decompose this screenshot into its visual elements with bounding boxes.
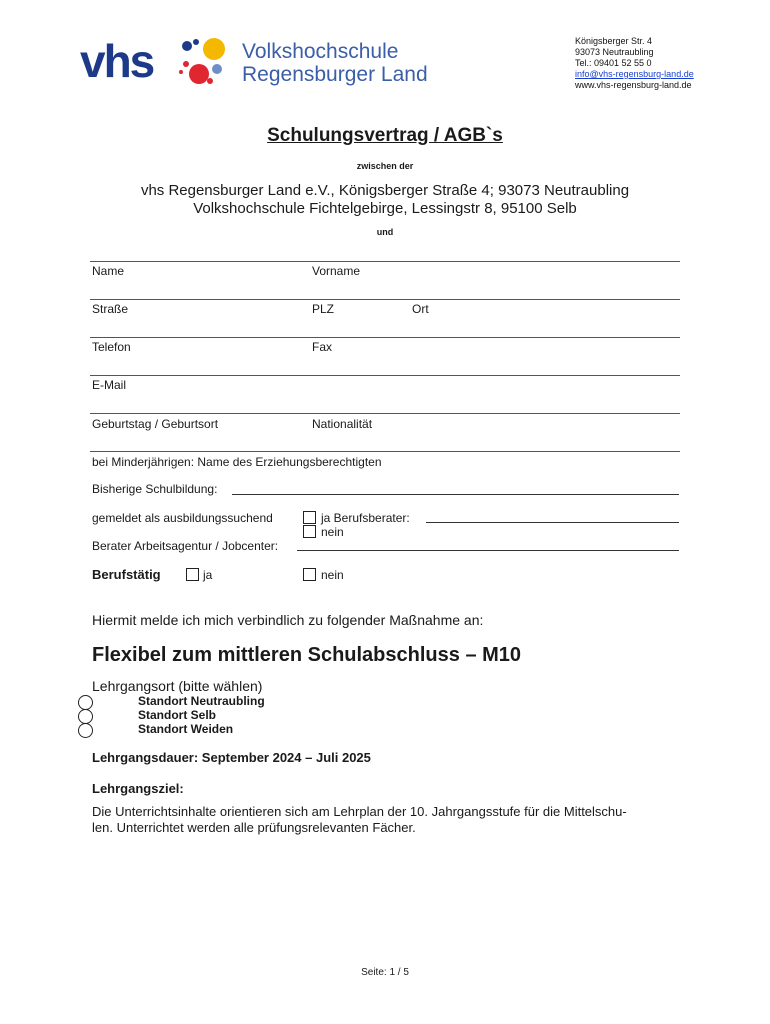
nationalitaet-label: Nationalität xyxy=(312,417,373,431)
party1-line1: vhs Regensburger Land e.V., Königsberger Straße 4; 93073 Neutraubling xyxy=(140,182,630,199)
form-top-rule xyxy=(90,261,680,262)
name-label: Name xyxy=(92,264,125,278)
ort-label: Ort xyxy=(412,302,429,316)
nein-ausbildung-label: nein xyxy=(321,525,344,539)
standort-neutraubling-label: Standort Neutraubling xyxy=(138,694,265,708)
lehrgangsziel-label: Lehrgangsziel: xyxy=(92,781,184,796)
course-title: Flexibel zum mittleren Schulabschluss – M10 xyxy=(92,644,522,666)
schulbildung-label: Bisherige Schulbildung: xyxy=(92,482,218,496)
form-rule xyxy=(90,375,680,376)
standort-selb-label: Standort Selb xyxy=(138,708,217,722)
form-rule xyxy=(90,413,680,414)
form-rule xyxy=(90,451,680,452)
between-label: zwischen der xyxy=(356,161,414,171)
plz-label: PLZ xyxy=(312,302,335,316)
berufstaetig-nein-label: nein xyxy=(321,568,344,582)
standort-neutraubling-radio[interactable] xyxy=(78,695,93,710)
berater-field[interactable] xyxy=(297,550,679,551)
telefon-label: Telefon xyxy=(92,340,131,354)
standort-weiden-radio[interactable] xyxy=(78,723,93,738)
minderjaehrige-label: bei Minderjährigen: Name des Erziehungsberechtigten xyxy=(92,455,382,469)
form-rule xyxy=(90,299,680,300)
schulbildung-field[interactable] xyxy=(232,494,679,495)
org-name-line2: Regensburger Land xyxy=(242,63,428,86)
berufstaetig-nein-checkbox[interactable] xyxy=(303,568,316,581)
address-line-1: Königsberger Str. 4 xyxy=(575,36,653,46)
strasse-label: Straße xyxy=(92,302,129,316)
org-name-line1: Volkshochschule xyxy=(242,40,399,63)
party1-line2: Volkshochschule Fichtelgebirge, Lessingstr 8, 95100 Selb xyxy=(193,200,577,217)
vhs-logo-text: vhs xyxy=(80,35,154,87)
geburtstag-label: Geburtstag / Geburtsort xyxy=(92,417,219,431)
lehrgangsziel-text-line2: len. Unterrichtet werden alle prüfungsrelevanten Fächer. xyxy=(92,820,416,835)
lehrgangsdauer: Lehrgangsdauer: September 2024 – Juli 2025 xyxy=(92,750,371,765)
berufstaetig-ja-label: ja xyxy=(203,568,213,582)
berater-label: Berater Arbeitsagentur / Jobcenter: xyxy=(92,539,279,553)
nein-ausbildung-checkbox[interactable] xyxy=(303,525,316,538)
standort-weiden-label: Standort Weiden xyxy=(138,722,234,736)
fax-label: Fax xyxy=(312,340,333,354)
lehrgangsziel-text-line1: Die Unterrichtsinhalte orientieren sich am Lehrplan der 10. Jahrgangsstufe für die Mittelschu- xyxy=(92,804,627,819)
anmeldung-text: Hiermit melde ich mich verbindlich zu folgender Maßnahme an: xyxy=(92,612,484,628)
berufsberater-field[interactable] xyxy=(426,522,679,523)
standort-selb-radio[interactable] xyxy=(78,709,93,724)
lehrgangsort-label: Lehrgangsort (bitte wählen) xyxy=(92,678,263,694)
address-phone: Tel.: 09401 52 55 0 xyxy=(575,58,652,68)
page-number: Seite: 1 / 5 xyxy=(361,967,409,978)
vorname-label: Vorname xyxy=(312,264,361,278)
website-text: www.vhs-regensburg-land.de xyxy=(575,80,692,90)
page-title: Schulungsvertrag / AGB`s xyxy=(267,125,503,146)
email-link[interactable]: info@vhs-regensburg-land.de xyxy=(575,69,694,79)
ja-berufsberater-checkbox[interactable] xyxy=(303,511,316,524)
email-label: E-Mail xyxy=(92,378,127,392)
berufstaetig-ja-checkbox[interactable] xyxy=(186,568,199,581)
vhs-logo-dots-icon xyxy=(174,36,234,90)
ja-berufsberater-label: ja Berufsberater: xyxy=(321,511,410,525)
berufstaetig-label: Berufstätig xyxy=(92,567,161,582)
and-label: und xyxy=(376,227,394,237)
address-line-2: 93073 Neutraubling xyxy=(575,47,654,57)
gemeldet-label: gemeldet als ausbildungssuchend xyxy=(92,511,273,525)
form-rule xyxy=(90,337,680,338)
